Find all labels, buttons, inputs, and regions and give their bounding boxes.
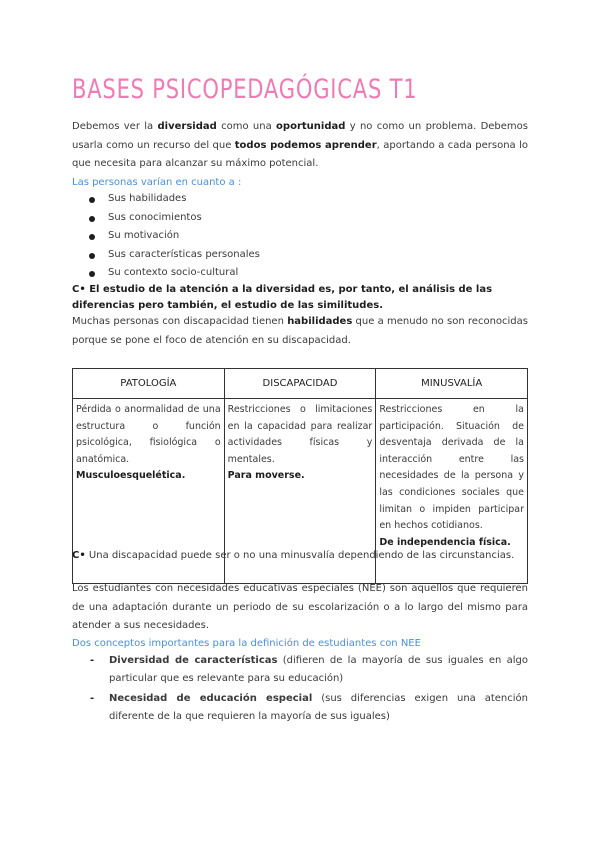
- nee-paragraph: Los estudiantes con necesidades educativas especiales (NEE) son aquellos que requieren de una adaptación durante un periodo de su escolarización o a lo largo del mismo para atender a sus necesidades.: [72, 583, 528, 631]
- note-text: Una discapacidad puede ser o no una minusvalía dependiendo de las circunstancias.: [85, 550, 515, 561]
- disability-bold-habilidades: habilidades: [287, 316, 353, 327]
- nee-item-text: (sus diferencias exigen una atención diferente de la que requieren la mayoría de sus iguales): [109, 693, 528, 722]
- attention-text: El estudio de la atención a la diversidad es, por tanto, el análisis de las diferencias pero también, el estudio de las similitudes.: [72, 284, 493, 311]
- cell-text: Pérdida o anormalidad de una estructura o función psicológica, fisiológica o anatómica.: [76, 404, 221, 465]
- nee-item-bold: Necesidad de educación especial: [109, 693, 313, 704]
- list-item: [72, 652, 528, 688]
- nee-heading: Dos conceptos importantes para la definición de estudiantes con NEE: [72, 638, 421, 649]
- list-item: Sus habilidades: [72, 190, 472, 209]
- cell-strong: Musculoesquelética.: [76, 470, 186, 482]
- table-header-patologia: PATOLOGÍA: [73, 369, 225, 399]
- nee-item-text: (difieren de la mayoría de sus iguales en algo particular que es relevante para su educación): [109, 655, 528, 684]
- disability-text-2: que a menudo no son reconocidas porque se pone el foco de atención en su discapacidad.: [72, 316, 528, 346]
- cell-strong: Para moverse.: [227, 470, 305, 482]
- variation-heading: Las personas varían en cuanto a :: [72, 177, 242, 188]
- cell-text: Restricciones o limitaciones en la capacidad para realizar actividades físicas y mentales.: [227, 404, 373, 465]
- disability-text-1: Muchas personas con discapacidad tienen: [72, 316, 288, 327]
- disability-paragraph: [72, 313, 528, 350]
- table-header-minusvalia: MINUSVALÍA: [376, 369, 528, 399]
- arrow-icon: C•: [72, 284, 86, 295]
- arrow-icon: C•: [72, 550, 86, 561]
- intro-text-4: , aportando a cada persona lo que necesita para alcanzar su máximo potencial.: [72, 139, 528, 169]
- variation-list: [72, 190, 472, 283]
- intro-bold-diversidad: diversidad: [157, 121, 217, 132]
- intro-text-3: y no como un problema. Debemos usarla como un recurso del que: [72, 121, 529, 151]
- intro-bold-oportunidad: oportunidad: [276, 121, 346, 132]
- list-item: Sus conocimientos: [72, 209, 472, 228]
- cell-text: Restricciones en la participación. Situación de desventaja derivada de la interacción entre las necesidades de la persona y las condiciones sociales que limitan o impiden participar en hechos cotidianos.: [379, 404, 524, 532]
- intro-text-1: Debemos ver la: [72, 121, 158, 132]
- list-item: Sus características personales: [72, 246, 472, 265]
- list-item: Su motivación: [72, 227, 472, 246]
- cell-strong: De independencia física.: [379, 536, 511, 548]
- intro-paragraph: [72, 118, 528, 174]
- attention-statement: [72, 282, 528, 314]
- table-header-discapacidad: DISCAPACIDAD: [224, 369, 376, 399]
- disability-note: [72, 548, 514, 564]
- intro-bold-todos: todos podemos aprender: [234, 139, 377, 151]
- nee-list: [72, 652, 528, 726]
- intro-text-2: como una: [216, 121, 277, 132]
- page-title: BASES PSICOPEDAGÓGICAS T1: [72, 74, 418, 105]
- list-item: [72, 690, 528, 726]
- nee-item-bold: Diversidad de características: [109, 655, 278, 666]
- list-item: Su contexto socio-cultural: [72, 264, 472, 283]
